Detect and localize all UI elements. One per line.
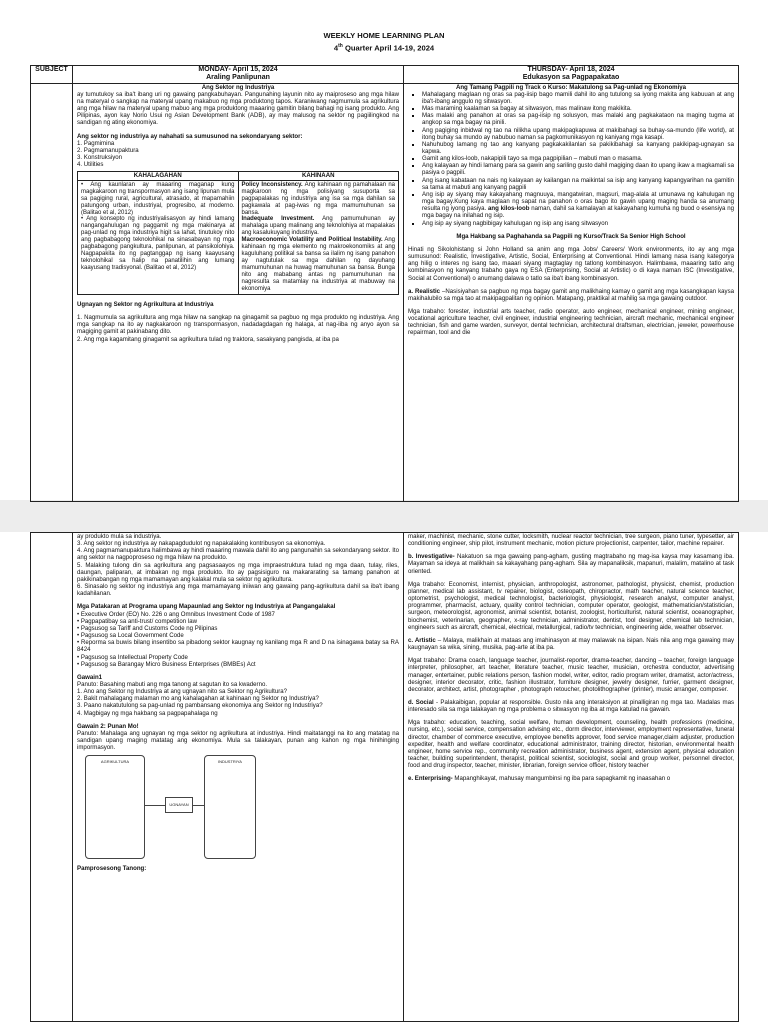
artistic-jobs: Mgat trabaho: Drama coach, language teacher, journalist-reporter, drama-teacher, dancing – teacher, foreign language interpreter, philosopher, art teacher, literature teacher, music teacher, musician, orchestra conductor, advertising manager, entertainer, public relations person, fashion model, writer, editor, radio program writer, dramatist, actor/actress, designer, interior decorator, critic, fashion illustrator, furniture designer, jewelry designer, furrier, garment designer, decorator, architect, artist, photographer , photograph retoucher, photolithographer (printer), music arranger, composer. (408, 657, 734, 693)
subsector-item: 3. Konstruksiyon (77, 154, 123, 161)
track-bullet: ▪ Ang isang kabataan na nais ng kalayaan ay kailangan na maikintal sa isip ang kanyang kapangyarihan na gamitin sa tama at mabuti ang kanyang pagpili (422, 177, 734, 191)
diagram-connector-left (144, 805, 165, 806)
subsectors-title: Ang sektor ng industriya ay nahahati sa sumusunod na sekondaryang sektor: (77, 132, 303, 140)
thursday-day: THURSDAY- April 18, 2024 (527, 66, 615, 73)
subsector-item: 2. Pagmamanupaktura (77, 146, 139, 154)
kahinaan-item: Policy Inconsistency. Ang kahinaan ng pamahalaan na magkaroon ng mga polisiyang susuporta sa pagpapalakas ng industriya ang isa sa mga dahilan sa pagkawala at pag-iwas ng mga mamumuhunan sa bansa. (241, 181, 395, 216)
subsector-item: 1. Pagmimina (77, 139, 115, 147)
track-bullet: ▪ Mas malaki ang panahon at oras sa pag-iisip ng solusyon, mas malaki ang pagkakataon na maging tugma at angkop sa mga bagay na pinili. (422, 112, 734, 126)
patakaran-item: • Pagsusog sa Barangay Micro Business Enterprises (BMBEs) Act (77, 660, 256, 668)
track-bullet: ▪ Mahalagang maglaan ng oras sa pag-iisip bago mamili dahil ito ang tutulong sa iyong makita ang kabuuan at ang iba't-ibang anggulo ng sitwasyon. (422, 91, 734, 105)
track-bullet: ▪ Ang isip ay siyang nagbibigay kahulugan ng isip ang isang sitwasyon (422, 220, 734, 227)
hakbang-title: Mga Hakbang sa Paghahanda sa Pagpili ng Kurso/Track Sa Senior High School (456, 232, 686, 240)
patakaran-item: • Executive Order (EO) No. 226 o ang Omnibus Investment Code of 1987 (77, 610, 275, 618)
document-header (30, 31, 738, 54)
ugnayan-label: UGNAYAN (169, 802, 189, 808)
gawain1-item: 2. Bakit mahalagang malaman mo ang kahalagahan at kahinaan ng Sektor ng Industriya? (77, 695, 319, 703)
kahalagahan-header: KAHALAGAHAN (78, 172, 239, 180)
gawain2-panuto: Panuto: Mahalaga ang ugnayan ng mga sektor ng agrikultura at industriya. Hindi maitatanggi na ito ang matatag na sandigan upang maging matatag ang ekonomiya. Mula sa talakayan, punan ang kahon ng mga hinihinging impormasyon. (77, 729, 399, 752)
kahinaan-cell (238, 180, 399, 294)
kahalagahan-item: • Ang kaunlaran ay maaaring maganap kung magkakaroon ng transpormasyon ang isang lipunan mula sa pagiging rural, agricultural, atrasado, at mapamahiin patungong urban, industriyal, progresibo, at moderno. (Balitao et al, 2012) (81, 181, 235, 216)
patakaran-item: • Reporma sa buwis bilang insentibo sa pibadong sektor kaugnay ng kanilang mga R and D na isinagawa batay sa RA 8424 (77, 639, 399, 654)
ugnayan-item: 3. Ang sektor ng industriya ay nakapagdudulot ng napakalaking kontribusyon sa ekonomiya. (77, 540, 326, 548)
track-bullet: ▪ Ang isip ay siyang may kakayahang magnuuya, mangatwiran, magsuri, mag-alala at umunawa ng kahulugan ng mga bagay.Kung kaya maglaan ng sapat na panahon o oras bago ito gawin upang maging handa sa anumang resulta ng iyong pasiya. ang kilos-loob naman, dahil sa kamalayan at kakayahang kumuha ng buod o esensiya ng mga bagay na inilahad ng isip. (422, 191, 734, 220)
kahinaan-header: KAHINAAN (238, 172, 399, 180)
patakaran-item: • Pagpapatibay sa anti-trust/ competition law (77, 617, 198, 625)
track-bullet: ▪ Nahuhubog lamang ng tao ang kanyang pagkakakilanlan sa pakikibahagi sa kanyang pakikipag-ugnayan sa kapwa. (422, 141, 734, 155)
page-2 (30, 532, 738, 1024)
edukasyon-cell (404, 83, 739, 501)
ugnayan-box (165, 797, 193, 813)
gawain2-title: Gawain 2: Punan Mo! (77, 722, 139, 730)
ugnayan-item: 5. Malaking tulong din sa agrikultura ang pagsasaayos ng mga impraestruktura tulad ng mga daan, tulay, riles, daungan, paliparan, at imbakan ng mga produkto. Ito ay pagsisiguro na makararating sa tamang panahon at pakikinabangan ng mga mamamayan ang kalakal mula sa sektor ng agrikultura. (77, 561, 399, 583)
ugnayan-item: 1. Nagmumula sa agrikultura ang mga hilaw na sangkap na ginagamit sa pagbuo ng mga produkto ng industriya. Ang mga sangkap na ito ay nagkakaroon ng transpormasyon, nadadagdagan ng halaga, at nag-iiba ng anyo ayon sa magiging gamit at pakinabang dito. (77, 314, 399, 336)
agrikultura-label: AGRIKULTURA (100, 759, 130, 765)
industriya-intro: ay tumutukoy sa iba't ibang uri ng gawaing pangkabuhayan. Pangunahing layunin nito ay maiproseso ang mga hilaw na materyal o sangkap na materyal upang makabuo ng mga produktong tapos. Karaniwang nagmumula sa agrikultura ang mga hilaw na materyal upang mabuo ang mga produktong maaaring gamitin bilang bahagi ng isang produkto. Ang Pilipinas, ayon kay Norio Usui ng Asian Development Bank (ADB), ay may malusog na sektor ng pagiilingkod na sandigan ng ating ekonomiya. (77, 90, 399, 127)
track-title: Ang Tamang Pagpili ng Track o Kurso: Makatulong sa Pag-unlad ng Ekonomiya (455, 83, 687, 91)
gawain1-item: 4. Magbigay ng mga hakbang sa pagpapahalaga ng (77, 709, 218, 717)
gawain1-title: Gawain1 (77, 673, 103, 681)
investigative-paragraph: b. Investigative- Nakatuon sa mga gawaing pang-agham, gusting magtrabaho ng mag-isa kaysa may kasamang iba. Mayaman sa ideya at malikhain sa kakayahang pang-agham. Sila ay mapanaliksik, mapanuri, malalim, matalino at task oriented. (408, 553, 734, 575)
realistic-jobs: Mga trabaho: forester, industrial arts teacher, radio operator, auto engineer, mechanical engineer, mining engineer, vocational agriculture teacher, civil engineer, industrial engineering technician, aircraft mechanic, mechanical engineer technician, fish and game warden, surveyor, dental technician, architectural draftsman, electrician, jeweler, powerhouse repairman, tool and die (408, 307, 734, 337)
monday-subject: Araling Panlipunan (206, 74, 270, 82)
ugnayan-item: 4. Ang pagmamanupaktura halimbawa ay hindi maaaring mawala dahil ito ang pangunahin sa sekondaryang sektor. Ito ang sektor na nagpoproseso ng mga hilaw na produkto. (77, 547, 399, 562)
monday-day: MONDAY- April 15, 2024 (198, 66, 278, 73)
investigative-jobs: Mga trabaho: Economist, internist, physician, anthropologist, astronomer, pathologist, physicist, chemist, production planner, medical lab assistant, tv repairer, biologist, osteopath, chiropractor, math teacher, natural science teacher, optometrist, psychologist, medical technologist, bacteriologist, physiologist, research analyst, computer analyst, programmer, pharmacist, actuary, quality control technician, computer operator, geologist, mathematician/statistician, surgeon, meteorologist, agronomist, animal scientist, botanist, zoologist, horticulturist, natural scientist, oceanographer, biochemist, veterinarian, geographer, x-ray technician, administrator, dentist, tool designer, chemical lab technician, engineers such as aircraft, chemical, electrical, metallurgical, radio/tv technician, engineering aide, weather observer. (408, 580, 734, 631)
track-bullets (408, 91, 734, 227)
page-gap (0, 500, 768, 532)
industriya-title: Ang Sektor ng Industriya (201, 83, 275, 91)
subject-cell (31, 83, 73, 501)
patakaran-title: Mga Patakaran at Programa upang Mapaunlad ang Sektor ng Industriya at Pangangalakal (77, 603, 336, 611)
kahinaan-item: Macroeconomic Volatility and Political Instability. Ang kahinaan ng mga elemento ng makroekonomiks at ang kaguluhang politikal sa bansa sa ilalim ng isang panahon ay nagtutulak sa mga dahilan ng dayuhang mamumuhunan na huwag mamuhunan sa bansa. Bunga nito ang mababang antas ng pamumuhunan na nagresulta sa matamlay na industriya at mabuway na ekonomiya (241, 237, 396, 293)
araling-panlipunan-cell (73, 83, 404, 501)
kahinaan-item: Inadequate Investment. Ang pamumuhunan ay mahalaga upang malinang ang teknolohiya at mapalakas ang kasalukuyang industriya. (241, 216, 395, 237)
gawain1-item: 3. Paano nakatutulong sa pag-unlad ng pambansang ekonomiya ang Sektor ng Industriya? (77, 702, 323, 710)
track-bullet: ▪ Ang kalayaan ay hindi lamang para sa gawin ang sariling gusto dahil magiging daan ito upang ikaw a magkamali sa pasiya o pagpili. (422, 162, 734, 176)
page-1 (30, 0, 738, 500)
plan-quarter: 4th Quarter April 14-19, 2024 (333, 43, 435, 53)
agrikultura-box (85, 755, 145, 859)
track-bullet: ▪ Gamit ang kilos-loob, nakapipili tayo sa mga pagpipilian – mabuti man o masama. (422, 155, 734, 162)
ugnayan-title: Ugnayan ng Sektor ng Agrikultura at Industriya (77, 300, 214, 308)
enterprising-paragraph: e. Enterprising- Mapanghikayat, mahusay mangumbinsi ng iba para sapagkamit ng inaasahan o (408, 775, 671, 783)
patakaran-item: • Pagsusog sa Tariff and Customs Code ng Pilipinas (77, 624, 218, 632)
araling-panlipunan-cell (73, 533, 404, 1022)
artistic-paragraph: c. Artistic – Malaya, malikhain at mataas ang imahinasyon at may malawak na isipan. Nais nila ang mga gawaing may kaugnayan sa wika, sining, musika, pag-arte at iba pa. (408, 636, 735, 652)
industriya-label: INDUSTRIYA (218, 759, 242, 765)
plan-table-page-2 (30, 532, 739, 1022)
ugnayan-item: 2. Ang mga kagamitang ginagamit sa agrikultura tulad ng traktora, sasakyang pangisda, at iba pa (77, 335, 339, 343)
industriya-box (204, 755, 256, 859)
plan-table-page-1 (30, 65, 739, 502)
content-row-1 (31, 83, 739, 501)
ugnayan-diagram (85, 755, 255, 859)
track-bullet: ▪ Mas maraming kaalaman sa bagay at sitwasyon, mas malinaw itong makikita. (422, 105, 734, 112)
holland-paragraph: Hinati ng Sikolohistang si John Holland sa anim ang mga Jobs/ Careers/ Work environments, ito ay ang mga sumusunod: Realistic, Investigative, Artistic, Social, Enterprising at Conventional. Hindi lamang nasa isang kategorya ang hilig o interes ng isang tao, maaari siyang magtaglay ng tatlong kombinasyon. Halimbawa, maaaring tatlo ang kombinasyon ng kanyang trabaho gaya ng ESA (Enterprising, Social at Artistic) o di kaya naman ISC (Investigative, Social at Conventional) o anumang dalawa o tatlo sa iba't ibang kombinasyon. (408, 245, 734, 282)
social-jobs: Mga trabaho: education, teaching, social welfare, human development, counseling, health professions (medicine, nursing, etc.), social service, compensation advising etc., dorm director, interviewer, employment representative, funeral director, chamber of commerce executive, employee benefits approver, food service manager,claim adjuster, production expediter, health and welfare coordinator, educational administrator, training director, historian, environmental health engineer, home service rep., community recreation administrator, business agent, extension agent, physical education teacher, building superintendent, therapist, political scientist, sociologist, social and group worker, personnel director, food and drug inspector, teacher, minister, librarian, foreign service officer, history teacher (408, 719, 734, 770)
kahalagahan-item: • Ang konsepto ng industriyalisasyon ay hindi lamang nangangahulugan ng paggamit ng mga makinarya at pag-unlad ng mga industriya higit sa lahat, tinutukoy nito ang pagbabagong teknolohikal na sinasabayan ng mga pagbabagong pangkultura, panlipunan, at pansikolohiya. Nagpapakita ito ng pagtanggap ng isang kaayusang teknolohikal sa halip na panatilihin ang lumang kaayusang tradisyonal. (Balitao et al, 2012) (81, 216, 235, 272)
kahalagahan-kahinaan-table (77, 171, 399, 295)
plan-title: WEEKLY HOME LEARNING PLAN (323, 31, 445, 40)
ugnayan-item: 6. Sinasalo ng sektor ng industriya ang mga mamamayang iniiwan ang gawaing pang-agrikultura dahil sa iba't ibang kadahilanan. (77, 583, 399, 598)
header-row (31, 66, 739, 84)
thursday-subject: Edukasyon sa Pagpapakatao (522, 74, 620, 82)
pamprosesong-tanong: Pamprosesong Tanong: (77, 865, 147, 873)
kahalagahan-cell (78, 180, 239, 294)
gawain1-item: 1. Ano ang Sektor ng Industriya at ang ugnayan nito sa Sektor ng Agrikultura? (77, 688, 288, 696)
realistic-jobs-continued: maker, machinist, mechanic, stone cutter, locksmith, nuclear reactor technician, tree surgeon, piano tuner, typesetter, air conditioning engineer, ship pilot, instrument mechanic, motion picture projectionist, carpenter, tailor, machine repairer. (408, 533, 734, 548)
social-paragraph: d. Social - Palakaibigan, popular at responsible. Gusto nila ang interaksiyon at pinalligiran ng mga tao. Madalas mas interesado sila sa mga talakayan ng mga problema o sitwasyon ng iba at mga katulad na gawain. (408, 698, 735, 714)
ugnayan-item: ay produkto mula sa industriya. (77, 533, 162, 540)
subsector-item: 4. Utilities (77, 161, 104, 169)
monday-header (73, 66, 404, 84)
diagram-connector-right (192, 805, 204, 806)
patakaran-item: • Pagsusog sa Intellectual Property Code (77, 653, 188, 661)
content-row-2 (31, 533, 739, 1022)
subject-cell (31, 533, 73, 1022)
gawain1-panuto: Panuto: Basahing mabuti ang mga tanong at sagutan ito sa kwaderno. (77, 680, 268, 688)
edukasyon-cell (404, 533, 739, 1022)
subject-header: SUBJECT (31, 66, 73, 84)
realistic-paragraph: a. Realistic –Nasisiyahan sa pagbuo ng mga bagay gamit ang malikhaing kamay o gamit ang mga kasangkapan kaysa makihalubilo sa mga tao at makipagpalitan ng opinion. Matapang, praktikal at mahilig sa mga gawaing outdoor. (408, 287, 735, 302)
track-bullet: ▪ Ang pagiging inbidwal ng tao na nilikha upang makipagkapuwa at makibahagi sa buhay-sa-mundo (life world), at itong buhay sa mundo ay nabubuo naman sa pagkomunikasyon ng kaniyang mga kasapi. (422, 127, 734, 141)
patakaran-item: • Pagsusog sa Local Government Code (77, 632, 184, 640)
thursday-header (404, 66, 739, 84)
